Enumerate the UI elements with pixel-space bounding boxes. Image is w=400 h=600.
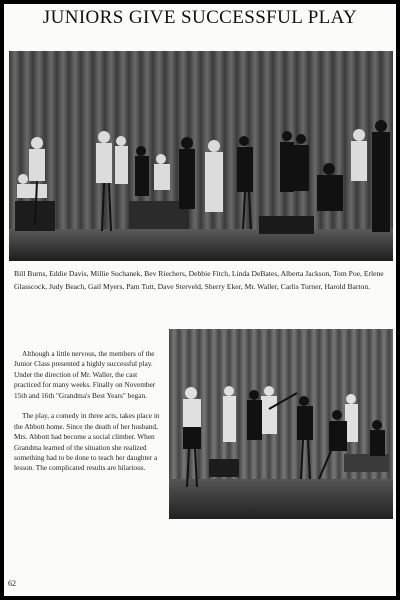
article-paragraph-1: Although a little nervous, the members of the Junior Class presented a highly successful play. Under the direction of Mr. Waller, the cast practiced for many weeks. Finally on November 15th and 16th "Grandma's Best Years" began. (14, 349, 156, 400)
cast-group-photo (9, 51, 393, 261)
photo-caption: Bill Burns, Eddie Davis, Millie Suchanek, Bev Riechers, Debbie Fitch, Linda DeBates, Alberta Jackson, Tom Poe, Erlene Glasscock, Judy Beach, Gail Myers, Pam Tutt, Dave Sterveld, Sherry Eker, Mr. Waller, Carlis Turner, Harold Barton. (14, 269, 384, 291)
page-number: 62 (8, 579, 16, 588)
page-title: JUNIORS GIVE SUCCESSFUL PLAY (42, 7, 358, 28)
article-paragraph-2: The play, a comedy in three acts, takes place in the Abbott home. Since the death of her husband, Mrs. Abbott had become a social climber. When Grandma learned of the situation she realized something had to be done to teach her daughter a lesson. The complicated results are hilarious. (14, 411, 160, 473)
article-text (14, 349, 164, 484)
play-scene-photo (169, 329, 393, 519)
yearbook-page (4, 4, 396, 596)
